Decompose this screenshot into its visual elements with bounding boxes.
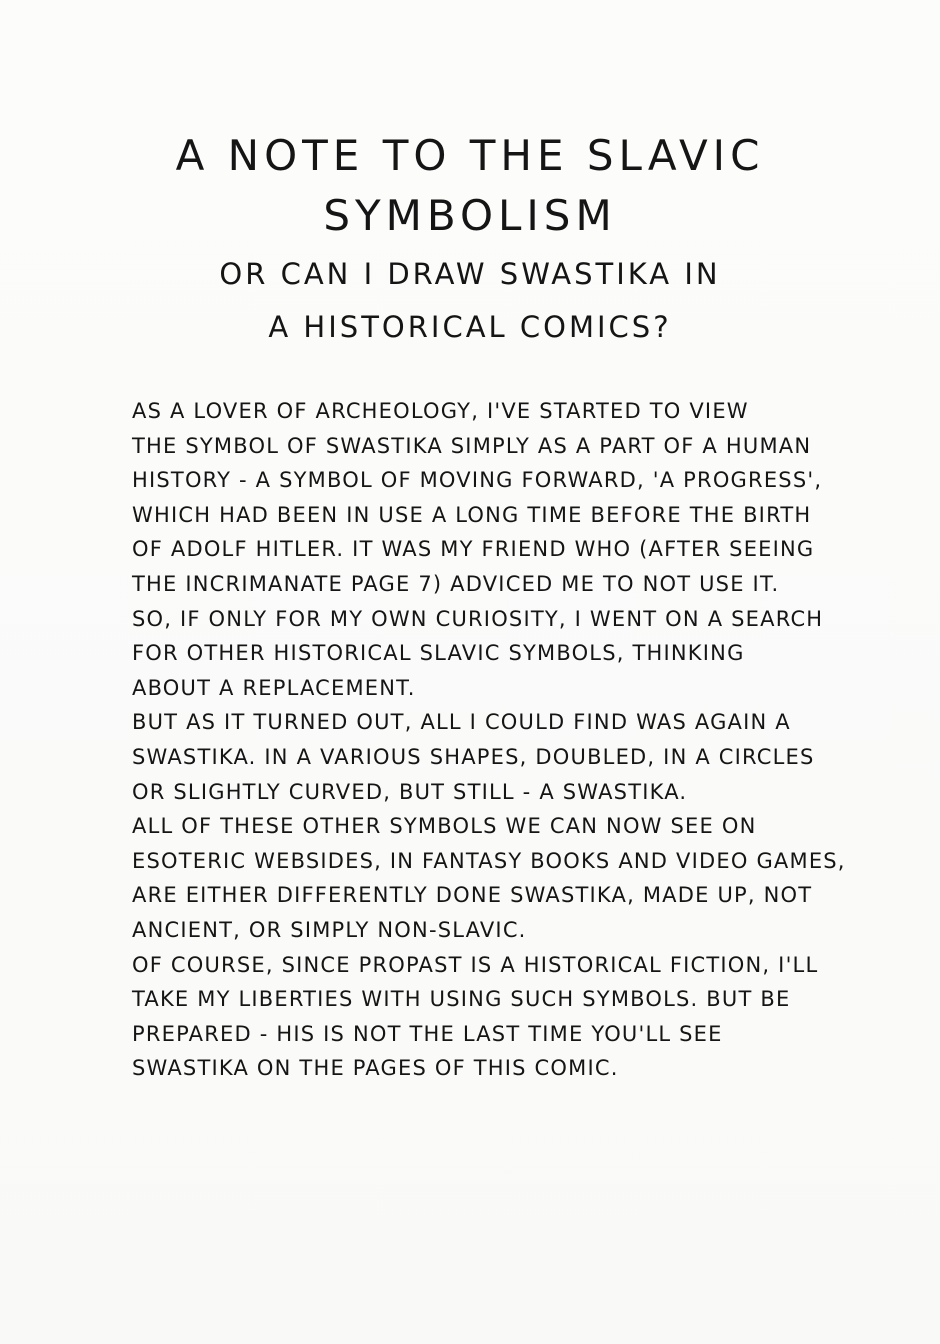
- body-line: SO, IF ONLY FOR MY OWN CURIOSITY, I WENT ON A SEARCH: [132, 606, 824, 631]
- body-line: THE INCRIMANATE PAGE 7) ADVICED ME TO NOT USE IT.: [132, 571, 780, 596]
- subtitle-line-2: A HISTORICAL COMICS?: [268, 310, 672, 344]
- body-line: HISTORY - A SYMBOL OF MOVING FORWARD, 'A PROGRESS',: [132, 468, 823, 493]
- body-line: ABOUT A REPLACEMENT.: [132, 675, 416, 700]
- title-line-1: A NOTE TO THE SLAVIC: [175, 131, 765, 180]
- body-line: AS A LOVER OF ARCHEOLOGY, I'VE STARTED TO VIEW: [132, 399, 749, 423]
- body-line: ALL OF THESE OTHER SYMBOLS WE CAN NOW SEE ON: [132, 814, 757, 839]
- body-line: ANCIENT, OR SIMPLY NON-SLAVIC.: [132, 917, 527, 942]
- title-block: [0, 126, 940, 354]
- body-line: TAKE MY LIBERTIES WITH USING SUCH SYMBOLS. BUT BE: [132, 987, 791, 1012]
- body-line: OF ADOLF HITLER. IT WAS MY FRIEND WHO (AFTER SEEING: [132, 537, 815, 562]
- body-line: THE SYMBOL OF SWASTIKA SIMPLY AS A PART OF A HUMAN: [132, 433, 812, 458]
- subtitle-line-1: OR CAN I DRAW SWASTIKA IN: [219, 257, 721, 291]
- body-line: OF COURSE, SINCE PROPAST IS A HISTORICAL FICTION, I'LL: [132, 952, 819, 977]
- body-line: PREPARED - HIS IS NOT THE LAST TIME YOU'LL SEE: [132, 1021, 723, 1046]
- body-line: FOR OTHER HISTORICAL SLAVIC SYMBOLS, THINKING: [132, 641, 745, 666]
- body-line: OR SLIGHTLY CURVED, BUT STILL - A SWASTIKA.: [132, 779, 688, 804]
- body-line: SWASTIKA ON THE PAGES OF THIS COMIC.: [132, 1056, 619, 1081]
- body-text: [132, 394, 846, 1086]
- body-line: SWASTIKA. IN A VARIOUS SHAPES, DOUBLED, IN A CIRCLES: [132, 744, 815, 769]
- body-line: BUT AS IT TURNED OUT, ALL I COULD FIND WAS AGAIN A: [132, 710, 791, 735]
- body-line: ARE EITHER DIFFERENTLY DONE SWASTIKA, MADE UP, NOT: [132, 883, 813, 908]
- title-line-2: SYMBOLISM: [323, 191, 617, 240]
- body-line: WHICH HAD BEEN IN USE A LONG TIME BEFORE THE BIRTH: [132, 502, 812, 527]
- body-line: ESOTERIC WEBSIDES, IN FANTASY BOOKS AND VIDEO GAMES,: [132, 848, 846, 873]
